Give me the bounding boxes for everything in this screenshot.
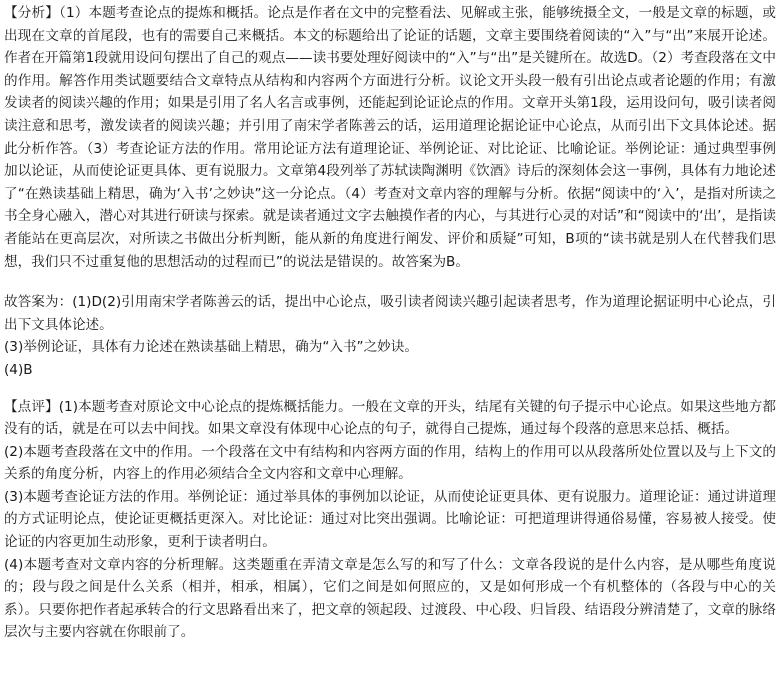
spacer xyxy=(4,382,776,396)
comment-section xyxy=(4,396,776,645)
comment-paragraph: (2)本题考查段落在文中的作用。一个段落在文中有结构和内容两方面的作用，结构上的作用可以从段落所处位置以及与上下文的关系的角度分析，内容上的作用必须结合全文内容和文章中心理解。 xyxy=(4,443,776,483)
spacer xyxy=(4,273,776,291)
answer-line: (4)B xyxy=(4,361,33,378)
analysis-paragraph: 【分析】（1）本题考查论点的提炼和概括。论点是作者在文中的完整看法、见解或主张，能够统摄全文，一般是文章的标题，或出现在文章的首尾段，也有的需要自己来概括。本文的标题给出了论证的话题，文章主要围绕着阅读的“入”与“出”来展开论述。作者在开篇第1段就用设问句摆出了自己的观点——读书要处理好阅读中的“入”与“出”是关键所在。故选D。（2）考查段落在文中的作用。解答作用类试题要结合文章特点从结构和内容两个方面进行分析。议论文开头段一般有引出论点或者论题的作用；有激发读者的阅读兴趣的作用；如果是引用了名人名言或事例，还能起到论证论点的作用。文章开头第1段，运用设问句，吸引读者阅读注意和思考，激发读者的阅读兴趣；并引用了南宋学者陈善云的话，运用道理论据论证中心论点，从而引出下文具体论述。据此分析作答。（3）考查论证方法的作用。常用论证方法有道理论证、举例论证、对比论证、比喻论证。举例论证：通过典型事例加以论证，从而使论证更具体、更有说服力。文章第4段列举了苏轼读陶渊明《饮酒》诗后的深刻体会这一事例，具体有力地论述了“在熟读基础上精思，确为‘入书’之妙诀”这一分论点。（4）考查对文章内容的理解与分析。依据“阅读中的‘入’，是指对所读之书全身心融入，潜心对其进行研读与探索。就是读者通过文字去触摸作者的内心，与其进行心灵的对话”和“阅读中的‘出’，是指读者能站在更高层次，对所读之书做出分析判断，能从新的角度进行阐发、评价和质疑”可知，B项的“读书就是别人在代替我们思想，我们只不过重复他的思想活动的过程而已”的说法是错误的。故答案为B。 xyxy=(4,5,776,270)
comment-paragraph: (3)本题考查论证方法的作用。举例论证：通过举具体的事例加以论证，从而使论证更具体、更有说服力。道理论证：通过讲道理的方式证明论点，使论证更概括更深入。对比论证：通过对比突出强调。比喻论证：可把道理讲得通俗易懂，容易被人接受。使论证的内容更加生动形象，更利于读者明白。 xyxy=(4,488,776,551)
answer-section xyxy=(4,291,776,381)
answer-line: 故答案为：(1)D(2)引用南宋学者陈善云的话，提出中心论点，吸引读者阅读兴趣引起读者思考，作为道理论据证明中心论点，引出下文具体论述。 xyxy=(4,294,776,333)
answer-line: (3)举例论证，具体有力论述在熟读基础上精思，确为“入书”之妙诀。 xyxy=(4,339,418,356)
comment-paragraph: (4)本题考查对文章内容的分析理解。这类题重在弄清文章是怎么写的和写了什么：文章各段说的是什么内容，是从哪些角度说的；段与段之间是什么关系（相并，相承，相属），它们之间是如何照应的，又是如何形成一个有机整体的（各段与中心的关系）。只要你把作者起承转合的行文思路看出来了，把文章的领起段、过渡段、中心段、归旨段、结语段分辨清楚了，文章的脉络层次与主要内容就在你眼前了。 xyxy=(4,556,776,641)
comment-paragraph: 【点评】(1)本题考查对原论文中心论点的提炼概括能力。一般在文章的开头，结尾有关键的句子提示中心论点。如果这些地方都没有的话，就是在可以去中间找。如果文章没有体现中心论点的句子，就得自己提炼，通过每个段落的意思来总括、概括。 xyxy=(4,398,776,438)
